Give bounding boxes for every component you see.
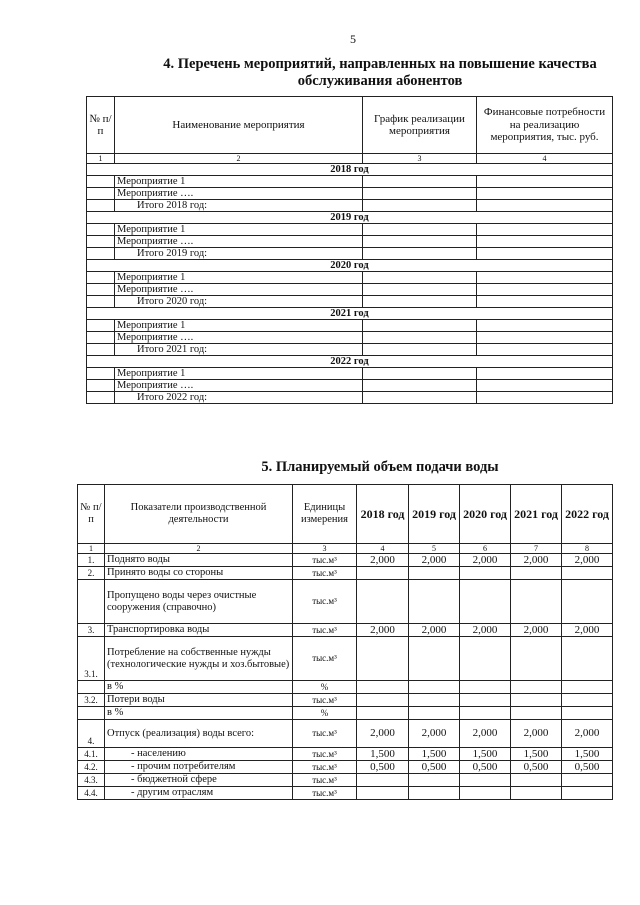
indicator-name: Потребление на собственные нужды (технологические нужды и хоз.бытовые) [105,637,293,681]
finance-cell [477,272,613,284]
finance-cell [477,224,613,236]
table-row [87,224,613,236]
year-label: 2022 год [87,356,613,368]
header-schedule: График реализации мероприятия [363,97,477,154]
schedule-cell [363,296,477,308]
finance-cell [477,176,613,188]
year-label: 2019 год [87,212,613,224]
table-row [87,176,613,188]
value-cell: 0,500 [460,761,511,774]
value-cell [460,681,511,694]
unit-cell: тыс.м³ [293,567,357,580]
value-cell [511,580,562,624]
measure-name: Мероприятие 1 [115,320,363,332]
indicator-name: в % [105,681,293,694]
unit-cell: % [293,707,357,720]
value-cell: 2,000 [460,624,511,637]
row-num [87,368,115,380]
row-num: 3.1. [78,637,105,681]
indicator-name: - другим отраслям [105,787,293,800]
value-cell [511,707,562,720]
value-cell [511,787,562,800]
row-num [87,380,115,392]
col-number: 1 [78,544,105,554]
unit-cell: тыс.м³ [293,774,357,787]
value-cell [460,694,511,707]
header-finance: Финансовые потребности на реализацию мероприятия, тыс. руб. [477,97,613,154]
schedule-cell [363,188,477,200]
row-num [87,272,115,284]
measure-name: Мероприятие 1 [115,272,363,284]
schedule-cell [363,332,477,344]
value-cell [460,787,511,800]
header-year: 2021 год [511,485,562,544]
value-cell [357,567,409,580]
unit-cell: % [293,681,357,694]
value-cell [511,694,562,707]
value-cell [409,567,460,580]
unit-cell: тыс.м³ [293,761,357,774]
schedule-cell [363,380,477,392]
table-row [78,637,613,681]
indicator-name: Пропущено воды через очистные сооружения (справочно) [105,580,293,624]
table-row [78,681,613,694]
value-cell: 2,000 [562,720,613,748]
measure-name: Мероприятие 1 [115,224,363,236]
value-cell: 2,000 [357,624,409,637]
value-cell [460,580,511,624]
row-num [78,580,105,624]
table-row [78,624,613,637]
row-num: 4.2. [78,761,105,774]
row-num: 4. [78,720,105,748]
header-unit: Единицы измерения [293,485,357,544]
col-number: 4 [357,544,409,554]
indicator-name: Поднято воды [105,554,293,567]
value-cell [357,774,409,787]
value-cell [511,637,562,681]
column-numbers-row [87,154,613,164]
table-row [87,284,613,296]
value-cell [511,567,562,580]
value-cell: 2,000 [562,554,613,567]
indicator-name: Потери воды [105,694,293,707]
measures-table [86,96,613,404]
value-cell [409,681,460,694]
schedule-cell [363,248,477,260]
value-cell: 2,000 [511,554,562,567]
header-year: 2020 год [460,485,511,544]
section5-title: 5. Планируемый объем подачи воды [261,459,499,475]
finance-cell [477,368,613,380]
table-row [87,344,613,356]
finance-cell [477,296,613,308]
year-label: 2020 год [87,260,613,272]
schedule-cell [363,236,477,248]
finance-cell [477,284,613,296]
year-group-row [87,212,613,224]
value-cell: 1,500 [357,748,409,761]
value-cell [357,637,409,681]
unit-cell: тыс.м³ [293,624,357,637]
year-group-row [87,308,613,320]
col-number: 2 [105,544,293,554]
row-num: 4.3. [78,774,105,787]
unit-cell: тыс.м³ [293,787,357,800]
value-cell [460,637,511,681]
schedule-cell [363,368,477,380]
table-row [78,580,613,624]
measure-name: Мероприятие …. [115,188,363,200]
header-year: 2018 год [357,485,409,544]
col-number: 3 [293,544,357,554]
header-num: № п/п [78,485,105,544]
column-numbers-row [78,544,613,554]
value-cell [562,567,613,580]
schedule-cell [363,176,477,188]
year-group-row [87,260,613,272]
value-cell [511,774,562,787]
value-cell: 2,000 [511,720,562,748]
row-num: 1. [78,554,105,567]
indicator-name: - населению [105,748,293,761]
year-total-label: Итого 2022 год: [115,392,363,404]
value-cell: 2,000 [460,554,511,567]
col-number: 1 [87,154,115,164]
page-number: 5 [350,32,356,46]
unit-cell: тыс.м³ [293,637,357,681]
value-cell: 1,500 [409,748,460,761]
table-row [78,707,613,720]
value-cell [409,787,460,800]
table-row [78,694,613,707]
header-year: 2019 год [409,485,460,544]
year-group-row [87,164,613,176]
indicator-name: Отпуск (реализация) воды всего: [105,720,293,748]
row-num [87,200,115,212]
indicator-name: Принято воды со стороны [105,567,293,580]
row-num: 4.4. [78,787,105,800]
row-num [87,332,115,344]
table-row [78,748,613,761]
value-cell [562,580,613,624]
unit-cell: тыс.м³ [293,748,357,761]
col-number: 4 [477,154,613,164]
finance-cell [477,380,613,392]
value-cell: 0,500 [409,761,460,774]
row-num [87,296,115,308]
header-name: Наименование мероприятия [115,97,363,154]
table-header-row [78,485,613,544]
row-num [87,188,115,200]
col-number: 3 [363,154,477,164]
schedule-cell [363,320,477,332]
year-total-label: Итого 2020 год: [115,296,363,308]
row-num [87,236,115,248]
value-cell: 2,000 [409,624,460,637]
table-row [87,392,613,404]
value-cell [460,774,511,787]
table-row [87,248,613,260]
value-cell: 1,500 [562,748,613,761]
table-row [87,332,613,344]
row-num [87,344,115,356]
col-number: 5 [409,544,460,554]
value-cell: 0,500 [511,761,562,774]
indicator-name: Транспортировка воды [105,624,293,637]
value-cell: 1,500 [460,748,511,761]
row-num [87,320,115,332]
indicator-name: - прочим потребителям [105,761,293,774]
value-cell [409,774,460,787]
measure-name: Мероприятие 1 [115,176,363,188]
table-row [87,380,613,392]
year-group-row [87,356,613,368]
year-total-label: Итого 2021 год: [115,344,363,356]
indicator-name: в % [105,707,293,720]
value-cell: 1,500 [511,748,562,761]
water-supply-table [77,484,613,800]
table-row [87,296,613,308]
table-row [87,320,613,332]
value-cell [460,567,511,580]
measure-name: Мероприятие …. [115,380,363,392]
row-num [87,392,115,404]
value-cell: 2,000 [409,554,460,567]
row-num [87,176,115,188]
value-cell [562,681,613,694]
year-total-label: Итого 2018 год: [115,200,363,212]
table-row [78,554,613,567]
value-cell [562,637,613,681]
schedule-cell [363,224,477,236]
value-cell: 0,500 [357,761,409,774]
finance-cell [477,188,613,200]
schedule-cell [363,392,477,404]
header-indicator: Показатели производственной деятельности [105,485,293,544]
col-number: 8 [562,544,613,554]
value-cell: 2,000 [357,720,409,748]
value-cell: 0,500 [562,761,613,774]
finance-cell [477,320,613,332]
row-num [87,284,115,296]
year-label: 2018 год [87,164,613,176]
value-cell [562,787,613,800]
row-num [87,224,115,236]
table-row [87,188,613,200]
table-row [78,720,613,748]
table-row [87,236,613,248]
value-cell [409,694,460,707]
finance-cell [477,392,613,404]
table-row [78,567,613,580]
measure-name: Мероприятие …. [115,284,363,296]
unit-cell: тыс.м³ [293,554,357,567]
schedule-cell [363,200,477,212]
value-cell [409,580,460,624]
value-cell: 2,000 [409,720,460,748]
col-number: 2 [115,154,363,164]
table-row [87,200,613,212]
table-row [78,761,613,774]
schedule-cell [363,284,477,296]
value-cell: 2,000 [357,554,409,567]
value-cell [409,637,460,681]
value-cell: 2,000 [511,624,562,637]
unit-cell: тыс.м³ [293,720,357,748]
measure-name: Мероприятие …. [115,332,363,344]
value-cell [562,774,613,787]
table-header-row [87,97,613,154]
measure-name: Мероприятие 1 [115,368,363,380]
table-row [87,272,613,284]
value-cell [357,580,409,624]
value-cell [460,707,511,720]
row-num: 3. [78,624,105,637]
row-num: 4.1. [78,748,105,761]
row-num [87,248,115,260]
finance-cell [477,236,613,248]
value-cell [562,707,613,720]
year-total-label: Итого 2019 год: [115,248,363,260]
year-label: 2021 год [87,308,613,320]
value-cell [562,694,613,707]
table-row [87,368,613,380]
section4-title: 4. Перечень мероприятий, направленных на повышение качества обслуживания абонентов [163,56,597,89]
value-cell [357,707,409,720]
row-num [78,707,105,720]
finance-cell [477,248,613,260]
col-number: 7 [511,544,562,554]
col-number: 6 [460,544,511,554]
indicator-name: - бюджетной сфере [105,774,293,787]
value-cell: 2,000 [562,624,613,637]
row-num [78,681,105,694]
value-cell [409,707,460,720]
finance-cell [477,344,613,356]
schedule-cell [363,344,477,356]
value-cell [357,787,409,800]
value-cell: 2,000 [460,720,511,748]
value-cell [357,694,409,707]
measure-name: Мероприятие …. [115,236,363,248]
table-row [78,787,613,800]
unit-cell: тыс.м³ [293,580,357,624]
finance-cell [477,200,613,212]
header-year: 2022 год [562,485,613,544]
value-cell [357,681,409,694]
row-num: 3.2. [78,694,105,707]
table-row [78,774,613,787]
header-num: № п/п [87,97,115,154]
schedule-cell [363,272,477,284]
finance-cell [477,332,613,344]
row-num: 2. [78,567,105,580]
unit-cell: тыс.м³ [293,694,357,707]
value-cell [511,681,562,694]
